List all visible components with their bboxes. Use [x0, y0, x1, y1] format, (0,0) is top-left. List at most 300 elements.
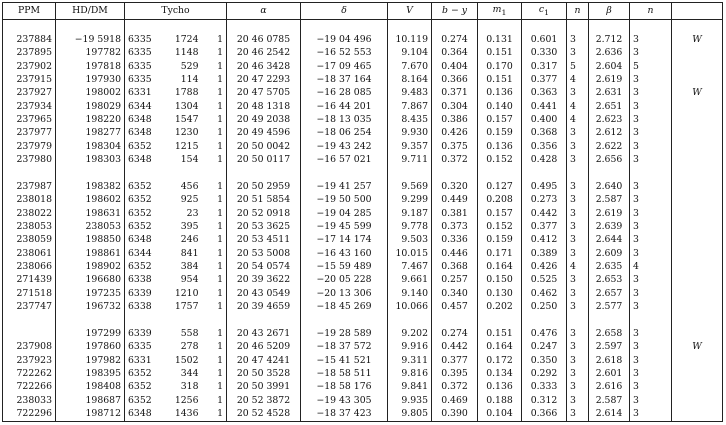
cell-note [672, 381, 723, 394]
cell-tycho-2: 1502 [174, 354, 199, 366]
cell-tycho-3: 1 [202, 127, 227, 140]
cell-n1: 3 [567, 327, 589, 340]
cell-beta: 2.618 [589, 354, 630, 367]
cell-ppm: 237980 [3, 154, 56, 167]
cell-b-y: 0.469 [432, 394, 478, 407]
cell-c1: 0.312 [522, 394, 567, 407]
cell-delta: −15 41 521 [301, 354, 388, 367]
cell-n1: 3 [567, 287, 589, 300]
cell-b-y: 0.371 [432, 87, 478, 100]
cell-v-mag: 7.670 [388, 60, 432, 73]
group-spacer [3, 167, 723, 180]
table-row [3, 140, 723, 153]
cell-tycho-3: 1 [202, 60, 227, 73]
cell-tycho-2: 1757 [174, 301, 199, 313]
cell-ppm: 237927 [3, 87, 56, 100]
cell-v-mag: 9.916 [388, 341, 432, 354]
cell-beta: 2.601 [589, 367, 630, 380]
cell-alpha: 20 46 5209 [227, 341, 301, 354]
spacer-cell [202, 19, 227, 33]
cell-m1: 0.151 [478, 47, 522, 60]
cell-note [672, 194, 723, 207]
spacer-cell [227, 314, 301, 327]
header-m1 [478, 3, 522, 20]
cell-tycho-1: 6335 [128, 341, 152, 353]
cell-tycho-3: 1 [202, 47, 227, 60]
cell-c1: 0.495 [522, 180, 567, 193]
cell-ppm: 237747 [3, 301, 56, 314]
cell-c1: 0.250 [522, 301, 567, 314]
table-row [3, 33, 723, 46]
spacer-cell [432, 314, 478, 327]
cell-v-mag: 9.187 [388, 207, 432, 220]
cell-v-mag: 7.467 [388, 260, 432, 273]
cell-alpha: 20 50 3528 [227, 367, 301, 380]
cell-alpha: 20 54 0574 [227, 260, 301, 273]
cell-note [672, 301, 723, 314]
table-row [3, 87, 723, 100]
cell-c1: 0.400 [522, 114, 567, 127]
cell-tycho-1: 6352 [128, 140, 152, 152]
cell-hd-dm: 198029 [56, 100, 125, 113]
cell-n2: 3 [630, 327, 672, 340]
cell-ppm: 722262 [3, 367, 56, 380]
cell-m1: 0.164 [478, 341, 522, 354]
table-row [3, 220, 723, 233]
cell-hd-dm: 197818 [56, 60, 125, 73]
cell-n2: 3 [630, 220, 672, 233]
spacer-cell [567, 314, 589, 327]
spacer-cell [432, 19, 478, 33]
spacer-cell [301, 314, 388, 327]
cell-beta: 2.612 [589, 127, 630, 140]
cell-alpha: 20 52 3872 [227, 394, 301, 407]
cell-tycho-2: 954 [180, 274, 199, 286]
cell-tycho-2: 1788 [174, 87, 199, 99]
cell-m1: 0.136 [478, 87, 522, 100]
cell-hd-dm: −19 5918 [56, 33, 125, 46]
cell-tycho-2: 246 [180, 234, 199, 246]
table-row [3, 367, 723, 380]
spacer-cell [672, 19, 723, 33]
cell-note [672, 47, 723, 60]
cell-ppm: 237884 [3, 33, 56, 46]
cell-b-y: 0.386 [432, 114, 478, 127]
cell-n2: 3 [630, 381, 672, 394]
cell-tycho-1: 6335 [128, 47, 152, 59]
cell-c1: 0.317 [522, 60, 567, 73]
cell-tycho-3: 1 [202, 381, 227, 394]
cell-m1: 0.151 [478, 73, 522, 86]
cell-n1: 3 [567, 154, 589, 167]
spacer-cell [166, 314, 202, 327]
cell-m1: 0.104 [478, 407, 522, 421]
cell-hd-dm: 198303 [56, 154, 125, 167]
photometry-table [2, 2, 723, 422]
spacer-cell [478, 19, 522, 33]
cell-m1: 0.152 [478, 220, 522, 233]
cell-tycho-1: 6348 [128, 154, 152, 166]
spacer-cell [432, 167, 478, 180]
cell-tycho-1: 6331 [128, 354, 152, 366]
cell-m1: 0.151 [478, 327, 522, 340]
header-ppm: PPM [3, 3, 56, 20]
cell-b-y: 0.457 [432, 301, 478, 314]
cell-n2: 3 [630, 287, 672, 300]
cell-c1: 0.441 [522, 100, 567, 113]
cell-ppm: 238061 [3, 247, 56, 260]
cell-note [672, 140, 723, 153]
cell-b-y: 0.340 [432, 287, 478, 300]
cell-beta: 2.653 [589, 274, 630, 287]
cell-c1: 0.377 [522, 220, 567, 233]
header-m1-symbol: m [492, 4, 502, 15]
cell-alpha: 20 46 3428 [227, 60, 301, 73]
cell-n1: 3 [567, 367, 589, 380]
cell-tycho-3: 1 [202, 234, 227, 247]
cell-tycho-2: 1230 [174, 127, 199, 139]
cell-tycho-1: 6348 [125, 407, 166, 421]
cell-delta: −18 13 035 [301, 114, 388, 127]
spacer-cell [522, 19, 567, 33]
table-row [3, 287, 723, 300]
cell-m1: 0.150 [478, 274, 522, 287]
cell-n2: 3 [630, 47, 672, 60]
cell-note [672, 367, 723, 380]
spacer-cell [125, 167, 166, 180]
table-row [3, 407, 723, 421]
cell-c1: 0.363 [522, 87, 567, 100]
cell-v-mag: 9.202 [388, 327, 432, 340]
cell-alpha: 20 47 2293 [227, 73, 301, 86]
cell-alpha: 20 51 5854 [227, 194, 301, 207]
cell-alpha: 20 43 0549 [227, 287, 301, 300]
cell-tycho-1: 6335 [128, 33, 152, 45]
cell-delta: −19 41 257 [301, 180, 388, 193]
cell-n2: 3 [630, 114, 672, 127]
cell-note [672, 220, 723, 233]
cell-tycho-2: 318 [180, 381, 199, 393]
cell-beta: 2.623 [589, 114, 630, 127]
cell-delta: −16 57 021 [301, 154, 388, 167]
cell-tycho-2: 925 [180, 194, 199, 206]
cell-m1: 0.157 [478, 114, 522, 127]
table-row [3, 341, 723, 354]
cell-note [672, 354, 723, 367]
cell-n1: 5 [567, 60, 589, 73]
cell-v-mag: 9.778 [388, 220, 432, 233]
cell-b-y: 0.395 [432, 367, 478, 380]
cell-v-mag: 9.816 [388, 367, 432, 380]
cell-tycho-3: 1 [202, 33, 227, 46]
cell-tycho-2: 1215 [174, 140, 199, 152]
cell-alpha: 20 50 2959 [227, 180, 301, 193]
cell-hd-dm: 198002 [56, 87, 125, 100]
cell-v-mag: 9.711 [388, 154, 432, 167]
cell-ppm: 271439 [3, 274, 56, 287]
cell-c1: 0.368 [522, 127, 567, 140]
cell-tycho-3: 1 [202, 207, 227, 220]
cell-note [672, 114, 723, 127]
cell-b-y: 0.375 [432, 140, 478, 153]
cell-tycho-1: 6352 [128, 261, 152, 272]
cell-tycho-1: 6339 [128, 287, 152, 299]
cell-hd-dm: 198395 [56, 367, 125, 380]
cell-n2: 3 [630, 140, 672, 153]
cell-delta: −19 04 496 [301, 33, 388, 46]
cell-tycho-3: 1 [202, 341, 227, 354]
cell-delta: −15 59 489 [301, 260, 388, 273]
cell-c1: 0.462 [522, 287, 567, 300]
spacer-cell [166, 167, 202, 180]
cell-n1: 3 [567, 87, 589, 100]
cell-note: W [672, 341, 723, 354]
cell-tycho-2: 114 [180, 73, 199, 85]
cell-note [672, 260, 723, 273]
cell-tycho-1: 6352 [128, 394, 152, 406]
cell-note [672, 154, 723, 167]
cell-hd-dm: 238053 [56, 220, 125, 233]
spacer-cell [202, 167, 227, 180]
cell-v-mag: 9.104 [388, 47, 432, 60]
cell-note [672, 127, 723, 140]
spacer-cell [589, 19, 630, 33]
header-n2: n [630, 3, 672, 20]
table-row [3, 247, 723, 260]
cell-ppm: 238018 [3, 194, 56, 207]
cell-ppm [3, 327, 56, 340]
cell-tycho-1: 6348 [128, 234, 152, 246]
cell-alpha: 20 43 2671 [227, 327, 301, 340]
cell-tycho-3: 1 [202, 140, 227, 153]
cell-tycho-3: 1 [202, 301, 227, 314]
header-n1: n [567, 3, 589, 20]
header-note [672, 3, 723, 20]
cell-n1: 3 [567, 127, 589, 140]
cell-n2: 3 [630, 127, 672, 140]
cell-ppm: 238033 [3, 394, 56, 407]
cell-b-y: 0.320 [432, 180, 478, 193]
cell-tycho-1: 6338 [128, 301, 152, 313]
cell-hd-dm: 198382 [56, 180, 125, 193]
cell-note [672, 180, 723, 193]
cell-ppm: 237923 [3, 354, 56, 367]
cell-ppm: 237908 [3, 341, 56, 354]
spacer-cell [301, 19, 388, 33]
cell-ppm: 238053 [3, 220, 56, 233]
cell-beta: 2.614 [589, 407, 630, 421]
cell-tycho-3: 1 [202, 114, 227, 127]
cell-tycho-2: 1148 [174, 47, 199, 59]
table-row [3, 381, 723, 394]
cell-note: W [672, 87, 723, 100]
table-row [3, 394, 723, 407]
group-spacer [3, 19, 723, 33]
cell-c1: 0.356 [522, 140, 567, 153]
cell-n1: 3 [567, 407, 589, 421]
cell-n2: 3 [630, 87, 672, 100]
cell-ppm: 238066 [3, 260, 56, 273]
cell-tycho-3: 1 [202, 287, 227, 300]
cell-tycho-1: 6348 [128, 127, 152, 139]
cell-tycho-1: 6352 [128, 367, 152, 379]
spacer-cell [478, 167, 522, 180]
cell-b-y: 0.390 [432, 407, 478, 421]
cell-beta: 2.577 [589, 301, 630, 314]
spacer-cell [630, 314, 672, 327]
header-delta: δ [301, 3, 388, 20]
cell-delta: −19 45 599 [301, 220, 388, 233]
cell-tycho-3: 1 [202, 394, 227, 407]
cell-c1: 0.426 [522, 260, 567, 273]
cell-hd-dm: 197782 [56, 47, 125, 60]
cell-hd-dm: 198277 [56, 127, 125, 140]
cell-b-y: 0.449 [432, 194, 478, 207]
cell-note [672, 327, 723, 340]
spacer-cell [589, 314, 630, 327]
cell-c1: 0.292 [522, 367, 567, 380]
cell-delta: −19 50 500 [301, 194, 388, 207]
cell-tycho-1: 6352 [128, 194, 152, 206]
cell-hd-dm: 197982 [56, 354, 125, 367]
cell-alpha: 20 49 2038 [227, 114, 301, 127]
cell-m1: 0.127 [478, 180, 522, 193]
header-tycho: Tycho [125, 3, 227, 20]
cell-tycho-3: 1 [202, 327, 227, 340]
cell-c1: 0.476 [522, 327, 567, 340]
cell-alpha: 20 53 4511 [227, 234, 301, 247]
table-row [3, 100, 723, 113]
cell-n1: 3 [567, 301, 589, 314]
table-row [3, 194, 723, 207]
table-row [3, 127, 723, 140]
cell-delta: −18 58 511 [301, 367, 388, 380]
cell-v-mag: 9.357 [388, 140, 432, 153]
cell-delta: −16 52 553 [301, 47, 388, 60]
cell-v-mag: 9.311 [388, 354, 432, 367]
spacer-cell [478, 314, 522, 327]
cell-alpha: 20 47 5705 [227, 87, 301, 100]
cell-n2: 3 [630, 394, 672, 407]
cell-v-mag: 9.930 [388, 127, 432, 140]
cell-alpha: 20 50 3991 [227, 381, 301, 394]
table-row [3, 180, 723, 193]
table-row [3, 47, 723, 60]
header-c1-symbol: c [538, 4, 545, 15]
cell-v-mag: 7.867 [388, 100, 432, 113]
table-row [3, 114, 723, 127]
cell-delta: −19 43 242 [301, 140, 388, 153]
cell-ppm: 238059 [3, 234, 56, 247]
cell-n2: 3 [630, 207, 672, 220]
cell-delta: −20 13 306 [301, 287, 388, 300]
cell-tycho-1: 6335 [128, 60, 152, 72]
cell-tycho-3: 1 [202, 73, 227, 86]
cell-tycho-2: 529 [180, 60, 199, 72]
cell-v-mag: 10.119 [388, 33, 432, 46]
cell-n2: 3 [630, 33, 672, 46]
cell-tycho-2: 1304 [174, 100, 199, 112]
cell-c1: 0.333 [522, 381, 567, 394]
cell-n2: 5 [630, 60, 672, 73]
cell-n2: 3 [630, 301, 672, 314]
cell-n1: 3 [567, 220, 589, 233]
cell-m1: 0.172 [478, 354, 522, 367]
cell-hd-dm: 197860 [56, 341, 125, 354]
cell-tycho-3: 1 [202, 154, 227, 167]
spacer-cell [388, 19, 432, 33]
header-alpha: α [227, 3, 301, 20]
cell-tycho-3: 1 [202, 354, 227, 367]
cell-hd-dm: 198687 [56, 394, 125, 407]
cell-alpha: 20 39 4659 [227, 301, 301, 314]
spacer-cell [630, 19, 672, 33]
cell-tycho-3: 1 [202, 194, 227, 207]
cell-b-y: 0.442 [432, 341, 478, 354]
header-c1-subscript: 1 [544, 7, 550, 17]
cell-delta: −20 05 228 [301, 274, 388, 287]
cell-m1: 0.136 [478, 140, 522, 153]
cell-beta: 2.597 [589, 341, 630, 354]
cell-hd-dm: 198712 [56, 407, 125, 421]
cell-delta: −18 45 269 [301, 301, 388, 314]
cell-tycho-3: 1 [202, 180, 227, 193]
cell-hd-dm: 198602 [56, 194, 125, 207]
table-row [3, 73, 723, 86]
cell-tycho-2: 1256 [174, 394, 199, 406]
cell-tycho-3: 1 [202, 100, 227, 113]
cell-n1: 3 [567, 140, 589, 153]
cell-ppm: 237977 [3, 127, 56, 140]
cell-tycho-2: 1724 [174, 33, 199, 45]
cell-v-mag: 8.164 [388, 73, 432, 86]
cell-hd-dm: 198850 [56, 234, 125, 247]
table-row [3, 60, 723, 73]
cell-b-y: 0.381 [432, 207, 478, 220]
cell-alpha: 20 39 3622 [227, 274, 301, 287]
cell-beta: 2.604 [589, 60, 630, 73]
cell-delta: −18 37 423 [301, 407, 388, 421]
table-row [3, 301, 723, 314]
cell-b-y: 0.366 [432, 73, 478, 86]
cell-beta: 2.639 [589, 220, 630, 233]
cell-beta: 2.644 [589, 234, 630, 247]
cell-note [672, 100, 723, 113]
cell-hd-dm: 198902 [56, 260, 125, 273]
cell-tycho-2: 395 [180, 220, 199, 232]
cell-alpha: 20 47 4241 [227, 354, 301, 367]
cell-alpha: 20 49 4596 [227, 127, 301, 140]
table-row [3, 207, 723, 220]
cell-ppm: 237895 [3, 47, 56, 60]
table-header [3, 3, 723, 20]
header-b-y: b − y [432, 3, 478, 20]
cell-delta: −16 43 160 [301, 247, 388, 260]
spacer-cell [630, 167, 672, 180]
cell-hd-dm: 198408 [56, 381, 125, 394]
cell-tycho-2: 384 [180, 261, 199, 272]
cell-delta: −18 37 164 [301, 73, 388, 86]
cell-tycho-2: 1210 [174, 287, 199, 299]
cell-alpha: 20 50 0042 [227, 140, 301, 153]
cell-b-y: 0.257 [432, 274, 478, 287]
cell-m1: 0.157 [478, 207, 522, 220]
cell-ppm: 237915 [3, 73, 56, 86]
cell-ppm: 237902 [3, 60, 56, 73]
cell-tycho-3: 1 [202, 87, 227, 100]
cell-delta: −17 14 174 [301, 234, 388, 247]
cell-delta: −16 44 201 [301, 100, 388, 113]
